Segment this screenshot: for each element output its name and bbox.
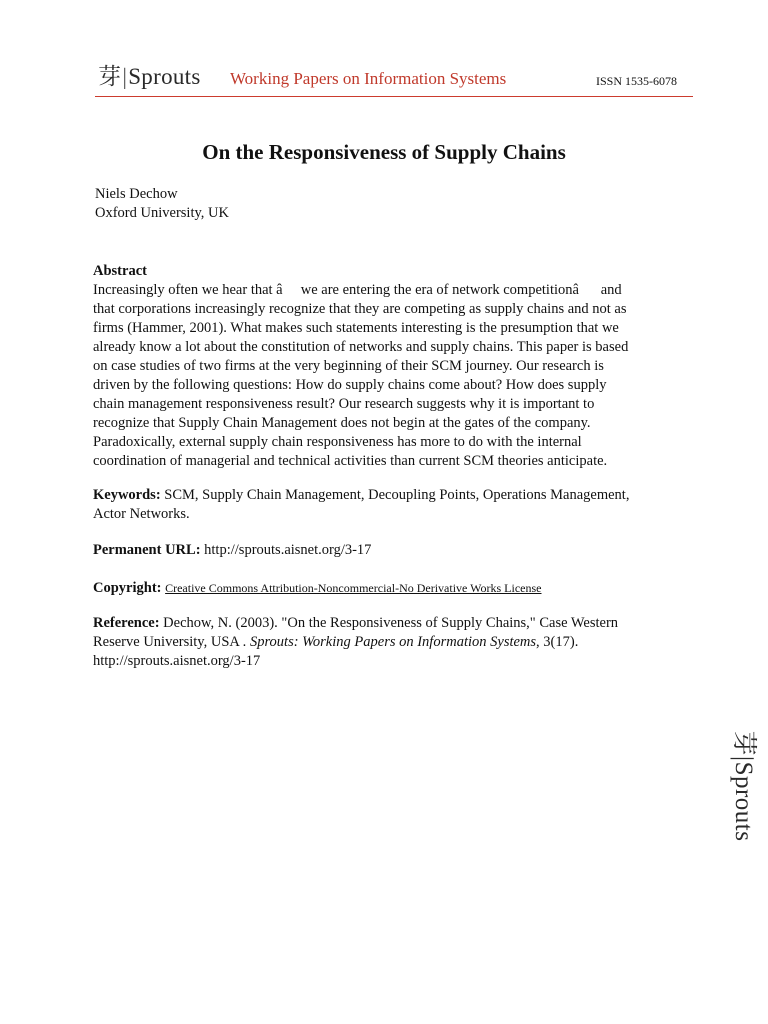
abstract-line: Increasingly often we hear that â we are entering the era of network competitionâ and: [93, 282, 622, 298]
keywords-list: SCM, Supply Chain Management, Decoupling Points, Operations Management,: [164, 487, 630, 503]
abstract-heading: Abstract: [93, 263, 147, 279]
side-logo-separator: |: [730, 756, 757, 762]
side-sprouts-logo: [728, 731, 764, 842]
series-title: Working Papers on Information Systems: [230, 69, 507, 88]
sprouts-logo: [98, 58, 201, 91]
author-block: [95, 185, 229, 223]
permanent-url-link[interactable]: http://sprouts.aisnet.org/3-17: [204, 542, 372, 558]
logo-separator: |: [122, 64, 128, 89]
keywords-list-continued: Actor Networks.: [93, 506, 190, 522]
reference-volume: , 3(17).: [536, 634, 579, 650]
page-header: [95, 52, 693, 97]
issn-number: ISSN 1535-6078: [595, 74, 677, 88]
reference-text: Dechow, N. (2003). "On the Responsiveness of Supply Chains," Case Western: [163, 615, 619, 631]
logo-text: Sprouts: [128, 64, 201, 89]
reference-journal: Sprouts: Working Papers on Information Systems: [249, 634, 537, 650]
reference-text-continued: Reserve University, USA .: [93, 634, 250, 650]
keywords-label: Keywords:: [93, 487, 161, 503]
abstract-section: [93, 262, 673, 471]
copyright-section: [93, 579, 683, 598]
abstract-line: chain management responsiveness result? Our research suggests why it is important to: [93, 396, 595, 412]
copyright-label: Copyright:: [93, 580, 162, 596]
abstract-line: firms (Hammer, 2001). What makes such statements interesting is the presumption that we: [93, 320, 619, 336]
logo-glyph: 芽: [98, 64, 122, 89]
paper-title: On the Responsiveness of Supply Chains: [202, 140, 566, 164]
permanent-url-section: [93, 541, 683, 560]
permanent-url-label: Permanent URL:: [93, 542, 201, 558]
abstract-line: that corporations increasingly recognize that they are competing as supply chains and not as: [93, 301, 627, 317]
author-affiliation: Oxford University, UK: [95, 205, 229, 221]
side-logo-glyph: 芽: [730, 730, 757, 757]
abstract-line: already know a lot about the constitution of networks and supply chains. This paper is based: [93, 339, 629, 355]
abstract-line: recognize that Supply Chain Management does not begin at the gates of the company.: [93, 415, 591, 431]
reference-section: [93, 614, 683, 671]
reference-url[interactable]: http://sprouts.aisnet.org/3-17: [93, 653, 261, 669]
keywords-section: [93, 486, 683, 524]
reference-label: Reference:: [93, 615, 160, 631]
abstract-line: Paradoxically, external supply chain responsiveness has more to do with the internal: [93, 434, 582, 450]
abstract-line: coordination of managerial and technical activities than current SCM theories anticipate.: [93, 453, 608, 469]
author-name: Niels Dechow: [95, 186, 178, 202]
side-logo-text: Sprouts: [730, 761, 757, 842]
header-divider: [95, 96, 693, 97]
abstract-line: driven by the following questions: How do supply chains come about? How does supply: [93, 377, 607, 393]
license-link[interactable]: Creative Commons Attribution-Noncommercial-No Derivative Works License: [165, 581, 542, 595]
abstract-line: on case studies of two firms at the very beginning of their SCM journey. Our research is: [93, 358, 604, 374]
